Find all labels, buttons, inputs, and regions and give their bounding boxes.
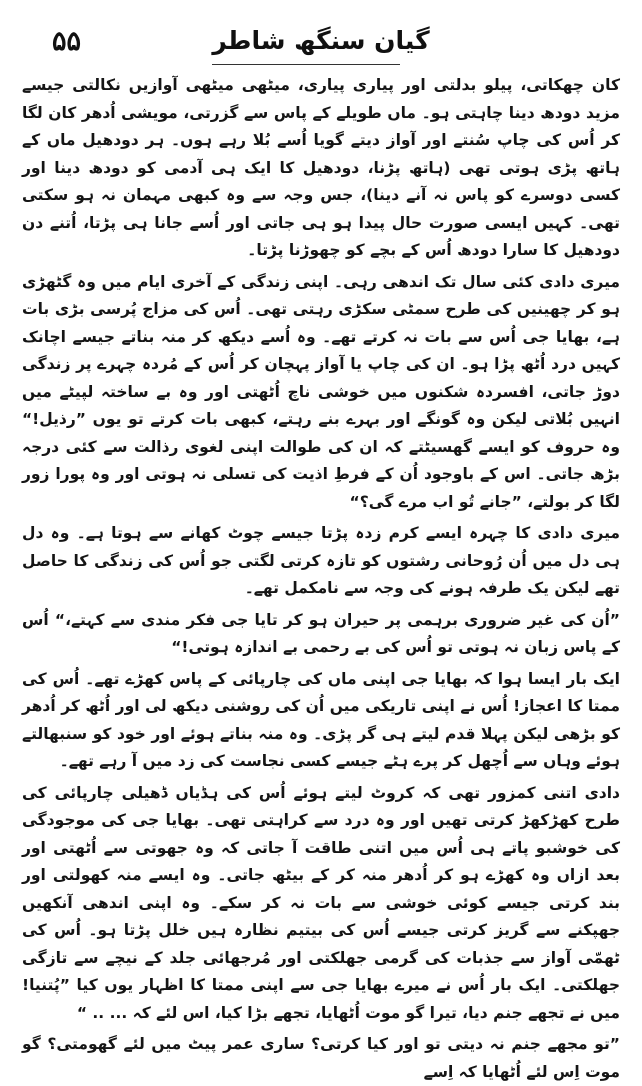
paragraph-2: میری دادی کئی سال تک اندھی رہی۔ اپنی زندگی کے آخری ایام میں وہ گٹھڑی ہو کر چھینیں کی طرح سمٹی سکڑی رہتی تھی۔ اُس کی مزاج پُرسی بڑی بات ہے، بھایا جی اُس سے بات نہ کرتے تھے۔ وہ اُسے دیکھ کر منہ بناتے جیسے اچانک کہیں درد اُٹھ پڑا ہو۔ ان کی چاپ یا آواز پہچان کر اُس کے مُردہ چہرے پر زندگی دوڑ جاتی، افسردہ شکنوں میں خوشی ناچ اُٹھتی اور وہ بے ساختہ لپیٹے میں انہیں بُلاتی لیکن وہ گونگے اور بہرے بنے رہتے، کبھی بات کرتے تو یوں ”رذیل!“ وہ حروف کو ایسے گھسیٹتے کہ ان کی طوالت اپنی لغوی رذالت سے کئی درجہ بڑھ جاتی۔ اس کے باوجود اُن کے فرطِ اذیت کی تسلی نہ ہوتی اور وہ پورا زور لگا کر بولتے، ”جانے تُو اب مرے گی؟“ bbox=[22, 272, 620, 511]
page-number: ۵۵ bbox=[52, 26, 82, 57]
paragraph-6: دادی اتنی کمزور تھی کہ کروٹ لیتے ہوئے اُس کی ہڈیاں ڈھیلی چارپائی کی طرح کھڑکھڑ کرتی تھیں اور وہ درد سے کراہتی تھی۔ بھایا جی کی موجودگی کی خوشبو پاتے ہی اُس میں اتنی طاقت آ جاتی کہ وہ جھوتی سے اُٹھتی اور بعد ازاں وہ کھڑے ہو کر اُدھر منہ کر کے بیٹھ جاتی۔ وہ ایسے منہ کھولتی اور بند کرتی جیسے کوئی خوشی سے بات نہ کر سکے۔ وہ اپنی اندھی آنکھیں جھپکنے سے گریز کرتی جیسے اُس کی بیتیم نظارہ ہیں خلل پڑتا ہو۔ اُس کی ٹھمّی آواز سے جذبات کی گرمی جھلکتی اور مُرجھائی جلد کے نیچے سے تازگی جھلکتی۔ ایک بار اُس نے میرے بھایا جی سے اپنی ممتا کا اظہار یوں کیا ”پُتنیا! میں نے تجھے جنم دیا، تیرا گو موت اُٹھایا، تجھے بڑا کیا، اس لئے کہ ... .. “ bbox=[22, 783, 620, 1022]
paragraph-3: میری دادی کا چہرہ ایسے کرم زدہ پڑتا جیسے چوٹ کھانے سے ہوتا ہے۔ وہ دل ہی دل میں اُن رُوحانی رشتوں کو تازہ کرتی لگتی جو اُس کی زندگی کا حاصل تھے لیکن یک طرفہ ہونے کی وجہ سے نامکمل تھے۔ bbox=[22, 524, 620, 597]
header-rule bbox=[212, 64, 400, 65]
body-text bbox=[22, 72, 620, 1086]
paragraph-4-quote: ”اُن کی غیر ضروری برہمی پر حیران ہو کر تایا جی فکر مندی سے کہتے،“ اُس کے پاس زبان نہ ہوتی تو اُس کی بے رحمی بے اندازہ ہوتی!“ bbox=[22, 610, 620, 656]
paragraph-5: ایک بار ایسا ہوا کہ بھایا جی اپنی ماں کی چارپائی کے پاس کھڑے تھے۔ اُس کی ممتا کا اعجاز! اُس نے اپنی تاریکی میں اُن کی روشنی دیکھ لی اور اُٹھ کر اُدھر کو بڑھی لیکن پہلا قدم لیتے ہی گر پڑی۔ وہ منہ بناتے ہوئے اور خود کو سنبھالتے ہوئے وہاں سے اُچھل کر پرے ہٹے جیسے کسی نجاست کی زد میں آ رہے تھے۔ bbox=[22, 669, 620, 770]
running-title: گیان سنگھ شاطر bbox=[212, 26, 430, 55]
page-header bbox=[22, 26, 620, 72]
paragraph-1: کان چھکاتی، پیلو بدلتی اور پیاری پیاری، میٹھی میٹھی آوازیں نکالتی جیسے مزید دودھ دینا چاہتی ہو۔ ماں طویلے کے پاس سے گزرتی، مویشی اُدھر کان لگا کر اُس کی چاپ سُنتے اور آواز دیتے گویا اُسے بُلا رہے ہوں۔ ہر دودھیل ماں کے ہاتھ پڑی ہوتی تھی (ہاتھ پڑنا، دودھیل کا ایک ہی آدمی کو دودھ دینا اور کسی دوسرے کو پاس نہ آنے دینا)، جس وجہ سے وہ کبھی مہمان نہ ہو سکتی تھی۔ کہیں ایسی صورت حال پیدا ہو ہی جاتی اور اُسے جانا ہی پڑتا، اُتنے دن دودھیل کا سارا دودھ اُس کے بچے کو چھوڑنا پڑتا۔ bbox=[22, 76, 620, 259]
paragraph-7: ”تو مجھے جنم نہ دیتی تو اور کیا کرتی؟ ساری عمر پیٹ میں لئے گھومتی؟ گو موت اِس لئے اُٹھایا کہ اِسے bbox=[22, 1035, 620, 1081]
